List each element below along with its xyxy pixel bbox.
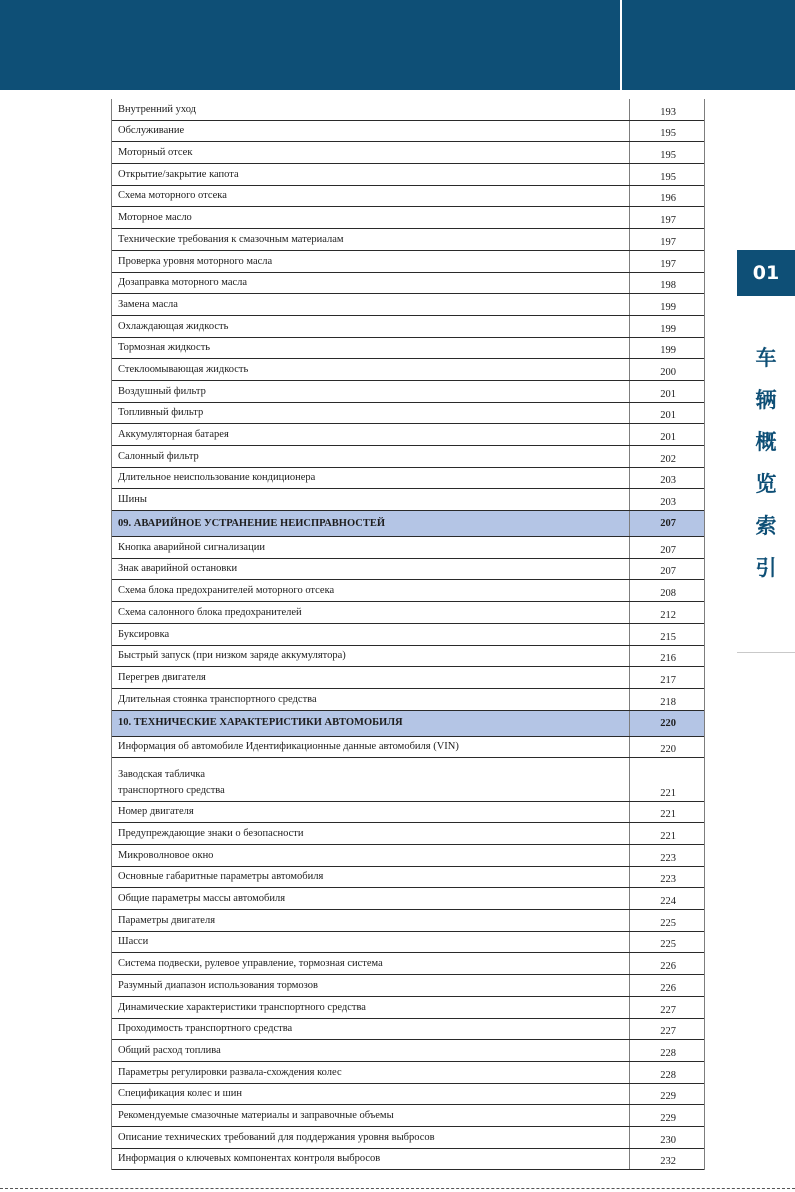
toc-row — [112, 186, 704, 208]
toc-entry-title: Открытие/закрытие капота — [112, 164, 630, 185]
toc-entry-title: Информация об автомобиле Идентификационные данные автомобиля (VIN) — [112, 737, 630, 758]
toc-entry-page: 221 — [660, 809, 676, 821]
toc-entry-page: 203 — [660, 475, 676, 487]
toc-entry-page: 217 — [660, 674, 676, 686]
toc-row — [112, 667, 704, 689]
toc-entry-title: Схема салонного блока предохранителей — [112, 602, 630, 623]
toc-entry-title: Заводская табличка транспортного средства — [112, 758, 630, 800]
toc-entry-page: 201 — [660, 432, 676, 443]
toc-entry-page: 223 — [660, 852, 676, 864]
toc-entry-title: Замена масла — [112, 294, 630, 315]
toc-row — [112, 1062, 704, 1084]
toc-entry-title: Знак аварийной остановки — [112, 559, 630, 580]
toc-entry-title: Рекомендуемые смазочные материалы и заправочные объемы — [112, 1105, 630, 1126]
toc-entry-page: 218 — [660, 696, 676, 708]
toc-row — [112, 381, 704, 403]
toc-entry-page: 228 — [660, 1047, 676, 1059]
toc-entry-title: Топливный фильтр — [112, 403, 630, 424]
toc-entry-page: 230 — [660, 1134, 676, 1146]
toc-entry-page: 207 — [660, 566, 676, 578]
chapter-title-vertical — [741, 337, 791, 589]
toc-entry-page: 229 — [660, 1112, 676, 1124]
chapter-title-char: 览 — [755, 472, 777, 496]
toc-entry-page: 202 — [660, 453, 676, 465]
toc-entry-page: 216 — [660, 653, 676, 665]
toc-section-row — [112, 511, 704, 537]
toc-row — [112, 1019, 704, 1041]
toc-row — [112, 359, 704, 381]
toc-entry-title: Буксировка — [112, 624, 630, 645]
toc-entry-page: 201 — [660, 410, 676, 422]
toc-entry-title: Внутренний уход — [112, 99, 630, 120]
chapter-title-char: 概 — [755, 430, 777, 454]
toc-entry-title: Быстрый запуск (при низком заряде аккумулятора) — [112, 646, 630, 667]
toc-row — [112, 823, 704, 845]
toc-row — [112, 737, 704, 759]
toc-entry-page: 229 — [660, 1091, 676, 1103]
toc-entry-title: Дозаправка моторного масла — [112, 273, 630, 294]
toc-row — [112, 229, 704, 251]
toc-row — [112, 602, 704, 624]
toc-entry-title: Длительное неиспользование кондиционера — [112, 468, 630, 489]
toc-entry-page: 226 — [660, 961, 676, 973]
toc-entry-title: Воздушный фильтр — [112, 381, 630, 402]
toc-entry-page: 221 — [660, 831, 676, 843]
toc-row — [112, 888, 704, 910]
toc-entry-title: Перегрев двигателя — [112, 667, 630, 688]
toc-entry-title: Моторное масло — [112, 207, 630, 228]
chapter-tab — [737, 250, 795, 296]
toc-entry-page: 196 — [660, 193, 676, 205]
toc-entry-title: Общий расход топлива — [112, 1040, 630, 1061]
toc-row — [112, 1105, 704, 1127]
toc-entry-title: Основные габаритные параметры автомобиля — [112, 867, 630, 888]
toc-entry-title: Микроволновое окно — [112, 845, 630, 866]
toc-row — [112, 689, 704, 711]
toc-row — [112, 99, 704, 121]
toc-row — [112, 953, 704, 975]
toc-row — [112, 273, 704, 295]
toc-entry-page: 199 — [660, 345, 676, 357]
toc-entry-title: Проходимость транспортного средства — [112, 1019, 630, 1040]
toc-row — [112, 251, 704, 273]
toc-entry-title: Описание технических требований для поддержания уровня выбросов — [112, 1127, 630, 1148]
toc-row — [112, 910, 704, 932]
toc-row — [112, 1040, 704, 1062]
toc-entry-title: Шины — [112, 489, 630, 510]
toc-section-row — [112, 711, 704, 737]
toc-entry-page: 195 — [660, 150, 676, 162]
toc-entry-page: 193 — [660, 106, 676, 118]
chapter-title-char: 车 — [755, 346, 777, 370]
toc-row — [112, 207, 704, 229]
toc-entry-page: 195 — [660, 128, 676, 140]
toc-entry-page: 201 — [660, 388, 676, 400]
toc-entry-page: 232 — [660, 1156, 676, 1168]
toc-entry-page: 227 — [660, 1026, 676, 1038]
toc-entry-page: 212 — [660, 609, 676, 621]
header-divider — [620, 0, 622, 90]
toc-row — [112, 294, 704, 316]
toc-entry-page: 203 — [660, 497, 676, 509]
toc-row — [112, 867, 704, 889]
toc-entry-page: 195 — [660, 171, 676, 183]
toc-entry-title: Обслуживание — [112, 121, 630, 142]
toc-entry-page: 208 — [660, 588, 676, 600]
toc-row — [112, 1149, 704, 1171]
toc-entry-title: Параметры двигателя — [112, 910, 630, 931]
toc-entry-title: Стеклоомывающая жидкость — [112, 359, 630, 380]
toc-row — [112, 758, 704, 801]
toc-row — [112, 316, 704, 338]
chapter-title-char: 引 — [755, 556, 777, 580]
toc-entry-title: 10. ТЕХНИЧЕСКИЕ ХАРАКТЕРИСТИКИ АВТОМОБИЛЯ — [112, 711, 630, 736]
toc-entry-page: 199 — [660, 301, 676, 313]
chapter-title-char: 索 — [755, 514, 777, 538]
toc-entry-title: Технические требования к смазочным материалам — [112, 229, 630, 250]
bottom-rule — [0, 1188, 795, 1189]
header-band — [0, 0, 795, 90]
toc-entry-page: 228 — [660, 1069, 676, 1081]
toc-row — [112, 802, 704, 824]
chapter-title-char: 辆 — [755, 388, 777, 412]
toc-row — [112, 580, 704, 602]
toc-entry-title: Разумный диапазон использования тормозов — [112, 975, 630, 996]
toc-entry-title: Моторный отсек — [112, 142, 630, 163]
toc-row — [112, 446, 704, 468]
toc-row — [112, 424, 704, 446]
toc-entry-title: Кнопка аварийной сигнализации — [112, 537, 630, 558]
toc-entry-page: 226 — [660, 982, 676, 994]
toc-entry-page: 220 — [660, 744, 676, 756]
toc-row — [112, 997, 704, 1019]
toc-entry-title: Салонный фильтр — [112, 446, 630, 467]
toc-row — [112, 975, 704, 997]
toc-entry-title: Схема моторного отсека — [112, 186, 630, 207]
toc-entry-title: Схема блока предохранителей моторного отсека — [112, 580, 630, 601]
toc-entry-page: 197 — [660, 258, 676, 270]
toc-entry-page: 227 — [660, 1004, 676, 1016]
toc-entry-page: 197 — [660, 215, 676, 227]
toc-entry-title: Общие параметры массы автомобиля — [112, 888, 630, 909]
side-divider — [737, 652, 795, 653]
toc-entry-page: 224 — [660, 896, 676, 908]
toc-entry-title: Спецификация колес и шин — [112, 1084, 630, 1105]
toc-row — [112, 1084, 704, 1106]
toc-row — [112, 1127, 704, 1149]
toc-row — [112, 338, 704, 360]
toc-row — [112, 121, 704, 143]
toc-entry-title: Охлаждающая жидкость — [112, 316, 630, 337]
toc-entry-page: 207 — [660, 518, 676, 530]
toc-entry-title: Тормозная жидкость — [112, 338, 630, 359]
chapter-number: 01 — [752, 262, 780, 284]
toc-entry-title: Информация о ключевых компонентах контроля выбросов — [112, 1149, 630, 1170]
toc-row — [112, 142, 704, 164]
toc-entry-title: Длительная стоянка транспортного средства — [112, 689, 630, 710]
toc-row — [112, 468, 704, 490]
toc-entry-title: Номер двигателя — [112, 802, 630, 823]
toc-entry-page: 198 — [660, 280, 676, 292]
toc-row — [112, 559, 704, 581]
toc-entry-title: Динамические характеристики транспортного средства — [112, 997, 630, 1018]
toc-entry-title: Параметры регулировки развала-схождения колес — [112, 1062, 630, 1083]
toc-entry-page: 199 — [660, 323, 676, 335]
toc-entry-title: Проверка уровня моторного масла — [112, 251, 630, 272]
toc-entry-page: 207 — [660, 544, 676, 556]
toc-entry-page: 225 — [660, 917, 676, 929]
toc-entry-page: 221 — [660, 787, 676, 799]
toc-row — [112, 537, 704, 559]
toc-entry-page: 200 — [660, 366, 676, 378]
toc-entry-page: 197 — [660, 236, 676, 248]
toc-entry-page: 225 — [660, 939, 676, 951]
toc-entry-title: Предупреждающие знаки о безопасности — [112, 823, 630, 844]
toc-entry-page: 220 — [660, 717, 676, 729]
toc-row — [112, 624, 704, 646]
toc-row — [112, 932, 704, 954]
toc-row — [112, 164, 704, 186]
table-of-contents — [111, 99, 705, 1170]
toc-row — [112, 403, 704, 425]
toc-row — [112, 489, 704, 511]
toc-entry-title: Система подвески, рулевое управление, тормозная система — [112, 953, 630, 974]
toc-entry-title: 09. АВАРИЙНОЕ УСТРАНЕНИЕ НЕИСПРАВНОСТЕЙ — [112, 511, 630, 536]
toc-entry-page: 223 — [660, 874, 676, 886]
toc-row — [112, 845, 704, 867]
toc-entry-title: Аккумуляторная батарея — [112, 424, 630, 445]
toc-entry-title: Шасси — [112, 932, 630, 953]
toc-row — [112, 646, 704, 668]
toc-entry-page: 215 — [660, 631, 676, 643]
